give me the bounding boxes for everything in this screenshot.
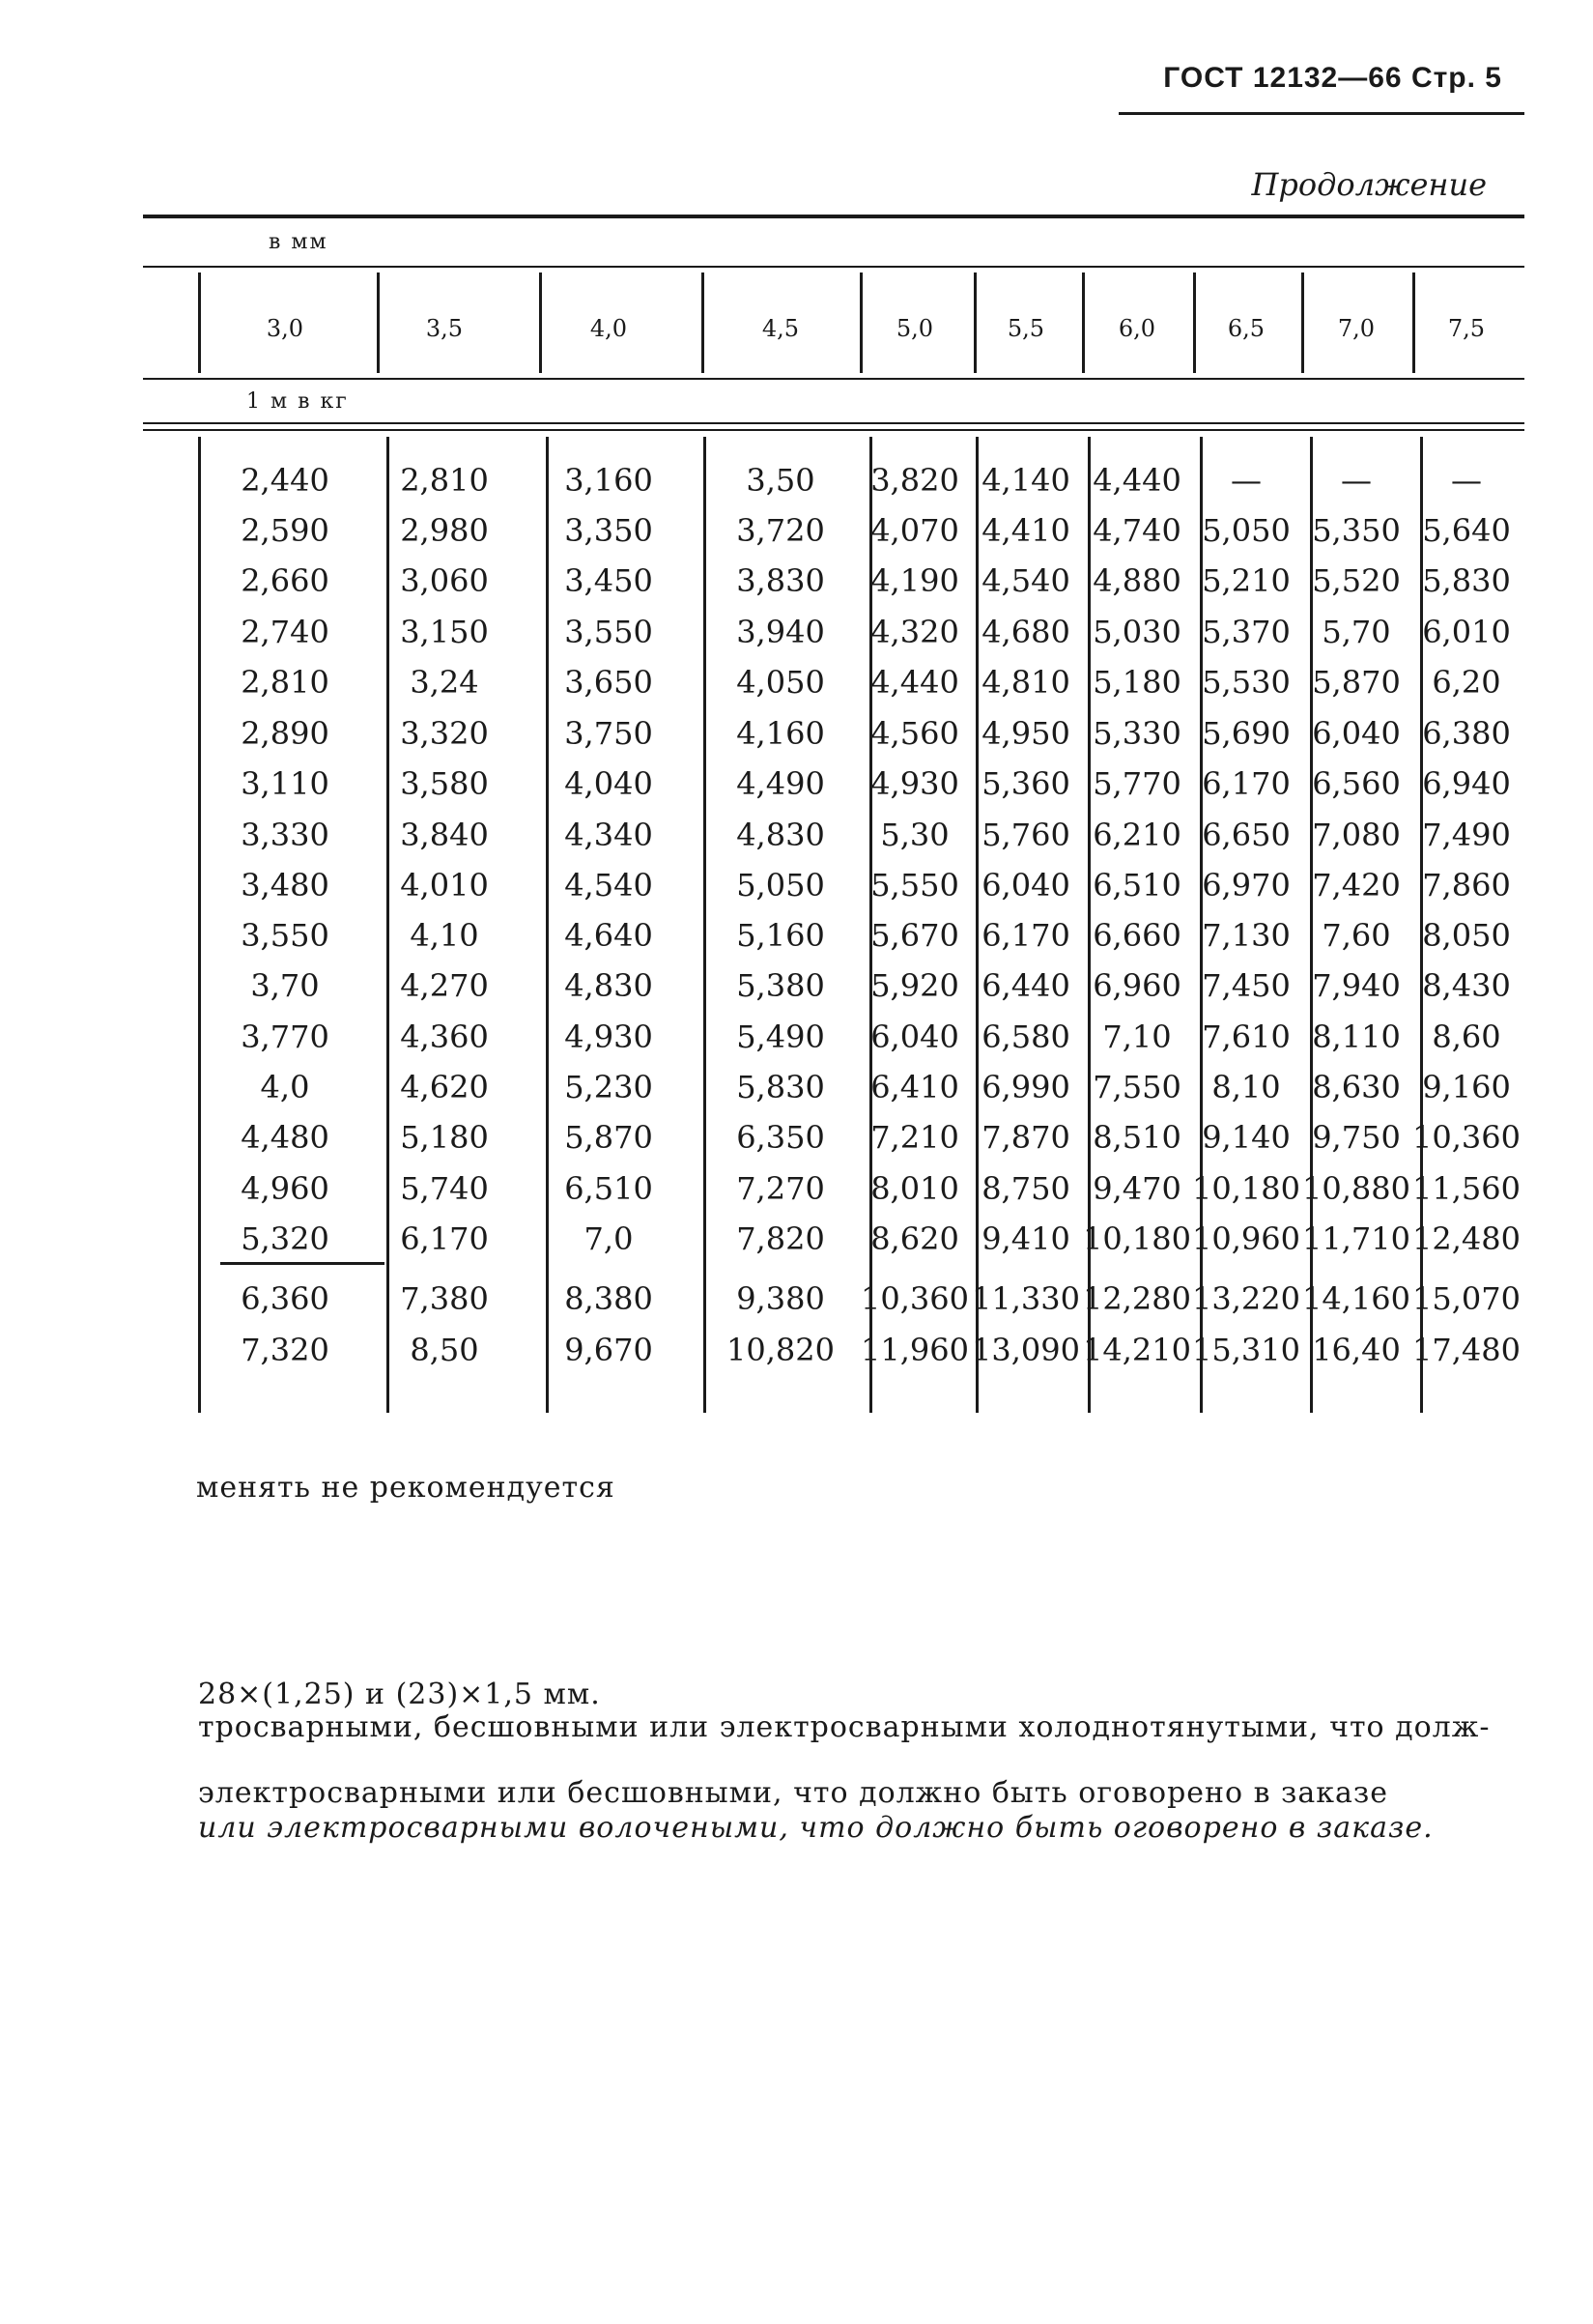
table-cell: 3,320 bbox=[400, 715, 489, 752]
table-cell: 5,360 bbox=[981, 765, 1070, 802]
table-cell: 3,480 bbox=[241, 867, 329, 904]
table-cell: 3,550 bbox=[241, 917, 329, 954]
table-cell: 5,050 bbox=[736, 867, 825, 904]
table-cell: 15,310 bbox=[1192, 1332, 1300, 1368]
table-cell: 4,620 bbox=[400, 1069, 489, 1105]
table-cell: 5,160 bbox=[736, 917, 825, 954]
table-cell: 5,320 bbox=[241, 1220, 329, 1257]
table-cell: 7,450 bbox=[1202, 967, 1291, 1004]
table-cell: 4,140 bbox=[981, 462, 1070, 499]
table-cell: 8,50 bbox=[410, 1332, 479, 1368]
table-cell: 2,740 bbox=[241, 614, 329, 650]
table-cell: 5,530 bbox=[1202, 664, 1291, 701]
table-cell: 6,410 bbox=[870, 1069, 959, 1105]
table-cell: — bbox=[1341, 462, 1372, 499]
table-cell: 4,360 bbox=[400, 1019, 489, 1055]
header-rule-lower bbox=[143, 422, 1524, 424]
table-cell: 3,50 bbox=[746, 462, 815, 499]
table-cell: 6,380 bbox=[1422, 715, 1511, 752]
table-cell: 8,10 bbox=[1211, 1069, 1281, 1105]
table-cell: 3,24 bbox=[410, 664, 479, 701]
table-cell: 5,30 bbox=[880, 817, 950, 853]
table-cell: 7,10 bbox=[1102, 1019, 1172, 1055]
table-cell: 3,110 bbox=[241, 765, 329, 802]
table-cell: 7,380 bbox=[400, 1280, 489, 1317]
table-cell: 9,470 bbox=[1093, 1170, 1181, 1207]
table-cell: 7,870 bbox=[981, 1119, 1070, 1156]
table-cell: 6,940 bbox=[1422, 765, 1511, 802]
table-cell: 5,740 bbox=[400, 1170, 489, 1207]
table-cell: 4,830 bbox=[736, 817, 825, 853]
table-cell: 4,0 bbox=[260, 1069, 310, 1105]
group-underline bbox=[220, 1262, 384, 1265]
table-cell: 5,690 bbox=[1202, 715, 1291, 752]
table-cell: 8,110 bbox=[1312, 1019, 1401, 1055]
body-column-separator bbox=[198, 437, 201, 1413]
table-cell: 5,230 bbox=[564, 1069, 653, 1105]
table-cell: 17,480 bbox=[1412, 1332, 1521, 1368]
table-cell: 12,280 bbox=[1083, 1280, 1191, 1317]
table-cell: 4,010 bbox=[400, 867, 489, 904]
table-cell: 9,380 bbox=[736, 1280, 825, 1317]
table-cell: 6,510 bbox=[1093, 867, 1181, 904]
table-cell: 7,490 bbox=[1422, 817, 1511, 853]
table-cell: 14,210 bbox=[1083, 1332, 1191, 1368]
table-cell: 12,480 bbox=[1412, 1220, 1521, 1257]
table-top-rule bbox=[143, 215, 1524, 218]
table-cell: 4,440 bbox=[1093, 462, 1181, 499]
table-cell: 11,960 bbox=[861, 1332, 969, 1368]
table-cell: 7,820 bbox=[736, 1220, 825, 1257]
table-cell: 5,180 bbox=[1093, 664, 1181, 701]
table-cell: 4,740 bbox=[1093, 512, 1181, 549]
table-cell: 4,810 bbox=[981, 664, 1070, 701]
table-cell: 6,040 bbox=[981, 867, 1070, 904]
table-cell: 10,960 bbox=[1192, 1220, 1300, 1257]
table-cell: 3,720 bbox=[736, 512, 825, 549]
table-cell: 4,540 bbox=[564, 867, 653, 904]
table-cell: 6,560 bbox=[1312, 765, 1401, 802]
table-cell: 3,70 bbox=[250, 967, 320, 1004]
table-cell: 4,440 bbox=[870, 664, 959, 701]
table-cell: 6,170 bbox=[981, 917, 1070, 954]
table-cell: 4,640 bbox=[564, 917, 653, 954]
table-cell: 8,620 bbox=[870, 1220, 959, 1257]
table-cell: 8,750 bbox=[981, 1170, 1070, 1207]
table-cell: 9,410 bbox=[981, 1220, 1070, 1257]
table-cell: 6,660 bbox=[1093, 917, 1181, 954]
table-cell: 5,640 bbox=[1422, 512, 1511, 549]
table-cell: 2,810 bbox=[400, 462, 489, 499]
table-cell: 4,950 bbox=[981, 715, 1070, 752]
table-cell: 16,40 bbox=[1312, 1332, 1401, 1368]
column-header-2: 3,5 bbox=[425, 315, 464, 342]
table-cell: 10,180 bbox=[1192, 1170, 1300, 1207]
table-cell: 6,360 bbox=[241, 1280, 329, 1317]
table-cell: 6,170 bbox=[1202, 765, 1291, 802]
column-header-6: 5,5 bbox=[1007, 315, 1045, 342]
table-cell: 8,60 bbox=[1432, 1019, 1501, 1055]
table-cell: 7,940 bbox=[1312, 967, 1401, 1004]
table-cell: 4,930 bbox=[564, 1019, 653, 1055]
table-cell: 4,320 bbox=[870, 614, 959, 650]
table-cell: 4,190 bbox=[870, 562, 959, 599]
header-rule bbox=[1119, 112, 1524, 115]
table-cell: 5,670 bbox=[870, 917, 959, 954]
table-cell: 9,750 bbox=[1312, 1119, 1401, 1156]
table-cell: 10,820 bbox=[726, 1332, 835, 1368]
unit-top-label: в мм bbox=[269, 230, 328, 254]
table-cell: 4,160 bbox=[736, 715, 825, 752]
table-cell: 4,880 bbox=[1093, 562, 1181, 599]
table-cell: 5,490 bbox=[736, 1019, 825, 1055]
table-cell: 3,450 bbox=[564, 562, 653, 599]
table-cell: 3,650 bbox=[564, 664, 653, 701]
table-cell: 9,670 bbox=[564, 1332, 653, 1368]
table-cell: 5,180 bbox=[400, 1119, 489, 1156]
table-cell: 2,590 bbox=[241, 512, 329, 549]
table-cell: 2,810 bbox=[241, 664, 329, 701]
table-cell: 8,380 bbox=[564, 1280, 653, 1317]
table-cell: — bbox=[1231, 462, 1262, 499]
table-cell: 7,270 bbox=[736, 1170, 825, 1207]
column-header-9: 7,0 bbox=[1337, 315, 1376, 342]
table-cell: 7,0 bbox=[583, 1220, 634, 1257]
table-cell: 11,330 bbox=[972, 1280, 1080, 1317]
table-cell: 11,710 bbox=[1302, 1220, 1410, 1257]
table-cell: 6,040 bbox=[1312, 715, 1401, 752]
table-cell: 8,430 bbox=[1422, 967, 1511, 1004]
column-header-4: 4,5 bbox=[761, 315, 800, 342]
header-rule-lower-double bbox=[143, 429, 1524, 431]
table-cell: 5,830 bbox=[1422, 562, 1511, 599]
column-header-8: 6,5 bbox=[1227, 315, 1266, 342]
table-cell: 11,560 bbox=[1412, 1170, 1521, 1207]
table-cell: 4,960 bbox=[241, 1170, 329, 1207]
table-cell: 7,550 bbox=[1093, 1069, 1181, 1105]
table-cell: 2,980 bbox=[400, 512, 489, 549]
table-cell: 7,320 bbox=[241, 1332, 329, 1368]
table-cell: 7,080 bbox=[1312, 817, 1401, 853]
table-cell: — bbox=[1451, 462, 1482, 499]
header-rule-upper bbox=[143, 266, 1524, 268]
table-cell: 3,770 bbox=[241, 1019, 329, 1055]
table-cell: 5,760 bbox=[981, 817, 1070, 853]
table-cell: 7,130 bbox=[1202, 917, 1291, 954]
continuation-label: Продолжение bbox=[1251, 166, 1487, 203]
table-cell: 5,870 bbox=[1312, 664, 1401, 701]
table-cell: 10,360 bbox=[1412, 1119, 1521, 1156]
table-cell: 5,330 bbox=[1093, 715, 1181, 752]
header-column-separator bbox=[198, 273, 201, 373]
unit-row-label: 1 м в кг bbox=[246, 389, 349, 414]
table-cell: 4,340 bbox=[564, 817, 653, 853]
table-cell: 9,160 bbox=[1422, 1069, 1511, 1105]
table-cell: 5,70 bbox=[1322, 614, 1391, 650]
table-cell: 13,220 bbox=[1192, 1280, 1300, 1317]
table-cell: 7,60 bbox=[1322, 917, 1391, 954]
table-cell: 3,580 bbox=[400, 765, 489, 802]
table-cell: 5,920 bbox=[870, 967, 959, 1004]
table-cell: 5,520 bbox=[1312, 562, 1401, 599]
table-cell: 5,350 bbox=[1312, 512, 1401, 549]
table-cell: 15,070 bbox=[1412, 1280, 1521, 1317]
table-cell: 4,930 bbox=[870, 765, 959, 802]
table-cell: 2,660 bbox=[241, 562, 329, 599]
note-line-3: тросварными, бесшовными или электросварными холоднотянутыми, что долж- bbox=[198, 1710, 1491, 1744]
note-line-4: электросварными или бесшовными, что должно быть оговорено в заказе bbox=[198, 1776, 1389, 1810]
table-cell: 8,510 bbox=[1093, 1119, 1181, 1156]
table-cell: 6,010 bbox=[1422, 614, 1511, 650]
table-cell: 4,540 bbox=[981, 562, 1070, 599]
table-cell: 3,160 bbox=[564, 462, 653, 499]
table-cell: 8,630 bbox=[1312, 1069, 1401, 1105]
table-cell: 3,840 bbox=[400, 817, 489, 853]
table-cell: 5,550 bbox=[870, 867, 959, 904]
table-cell: 6,650 bbox=[1202, 817, 1291, 853]
table-cell: 2,440 bbox=[241, 462, 329, 499]
table-cell: 3,550 bbox=[564, 614, 653, 650]
column-header-7: 6,0 bbox=[1118, 315, 1156, 342]
table-cell: 4,680 bbox=[981, 614, 1070, 650]
table-cell: 6,960 bbox=[1093, 967, 1181, 1004]
note-line-2: 28×(1,25) и (23)×1,5 мм. bbox=[198, 1678, 601, 1711]
table-cell: 6,040 bbox=[870, 1019, 959, 1055]
table-cell: 4,10 bbox=[410, 917, 479, 954]
page-header: ГОСТ 12132—66 Стр. 5 bbox=[1163, 62, 1502, 94]
column-header-10: 7,5 bbox=[1447, 315, 1486, 342]
table-cell: 4,270 bbox=[400, 967, 489, 1004]
table-cell: 4,490 bbox=[736, 765, 825, 802]
column-header-1: 3,0 bbox=[266, 315, 304, 342]
table-cell: 4,070 bbox=[870, 512, 959, 549]
table-cell: 13,090 bbox=[972, 1332, 1080, 1368]
table-cell: 4,410 bbox=[981, 512, 1070, 549]
note-line-1: менять не рекомендуется bbox=[196, 1471, 615, 1505]
table-cell: 9,140 bbox=[1202, 1119, 1291, 1156]
header-rule-middle bbox=[143, 378, 1524, 380]
table-cell: 3,750 bbox=[564, 715, 653, 752]
table-cell: 3,830 bbox=[736, 562, 825, 599]
table-cell: 3,350 bbox=[564, 512, 653, 549]
table-cell: 6,170 bbox=[400, 1220, 489, 1257]
table-cell: 6,970 bbox=[1202, 867, 1291, 904]
table-cell: 7,210 bbox=[870, 1119, 959, 1156]
table-cell: 4,050 bbox=[736, 664, 825, 701]
table-cell: 10,180 bbox=[1083, 1220, 1191, 1257]
table-cell: 4,480 bbox=[241, 1119, 329, 1156]
table-cell: 7,860 bbox=[1422, 867, 1511, 904]
column-header-3: 4,0 bbox=[589, 315, 628, 342]
table-cell: 7,610 bbox=[1202, 1019, 1291, 1055]
table-cell: 4,560 bbox=[870, 715, 959, 752]
table-cell: 5,380 bbox=[736, 967, 825, 1004]
column-header-5: 5,0 bbox=[896, 315, 934, 342]
table-cell: 5,050 bbox=[1202, 512, 1291, 549]
table-cell: 5,870 bbox=[564, 1119, 653, 1156]
table-cell: 5,770 bbox=[1093, 765, 1181, 802]
table-cell: 6,350 bbox=[736, 1119, 825, 1156]
table-cell: 7,420 bbox=[1312, 867, 1401, 904]
table-cell: 3,940 bbox=[736, 614, 825, 650]
table-cell: 6,510 bbox=[564, 1170, 653, 1207]
table-cell: 4,040 bbox=[564, 765, 653, 802]
table-cell: 6,440 bbox=[981, 967, 1070, 1004]
body-column-separator bbox=[703, 437, 706, 1413]
table-cell: 6,580 bbox=[981, 1019, 1070, 1055]
table-cell: 3,330 bbox=[241, 817, 329, 853]
table-cell: 5,370 bbox=[1202, 614, 1291, 650]
table-cell: 3,820 bbox=[870, 462, 959, 499]
table-cell: 6,990 bbox=[981, 1069, 1070, 1105]
note-line-5: или электросварными волочеными, что должно быть оговорено в заказе. bbox=[198, 1811, 1434, 1845]
table-cell: 14,160 bbox=[1302, 1280, 1410, 1317]
table-cell: 6,210 bbox=[1093, 817, 1181, 853]
table-cell: 8,050 bbox=[1422, 917, 1511, 954]
table-cell: 5,030 bbox=[1093, 614, 1181, 650]
table-cell: 10,360 bbox=[861, 1280, 969, 1317]
table-cell: 4,830 bbox=[564, 967, 653, 1004]
table-cell: 2,890 bbox=[241, 715, 329, 752]
table-cell: 5,210 bbox=[1202, 562, 1291, 599]
table-cell: 8,010 bbox=[870, 1170, 959, 1207]
table-cell: 10,880 bbox=[1302, 1170, 1410, 1207]
table-cell: 3,150 bbox=[400, 614, 489, 650]
table-cell: 5,830 bbox=[736, 1069, 825, 1105]
table-cell: 6,20 bbox=[1432, 664, 1501, 701]
table-cell: 3,060 bbox=[400, 562, 489, 599]
